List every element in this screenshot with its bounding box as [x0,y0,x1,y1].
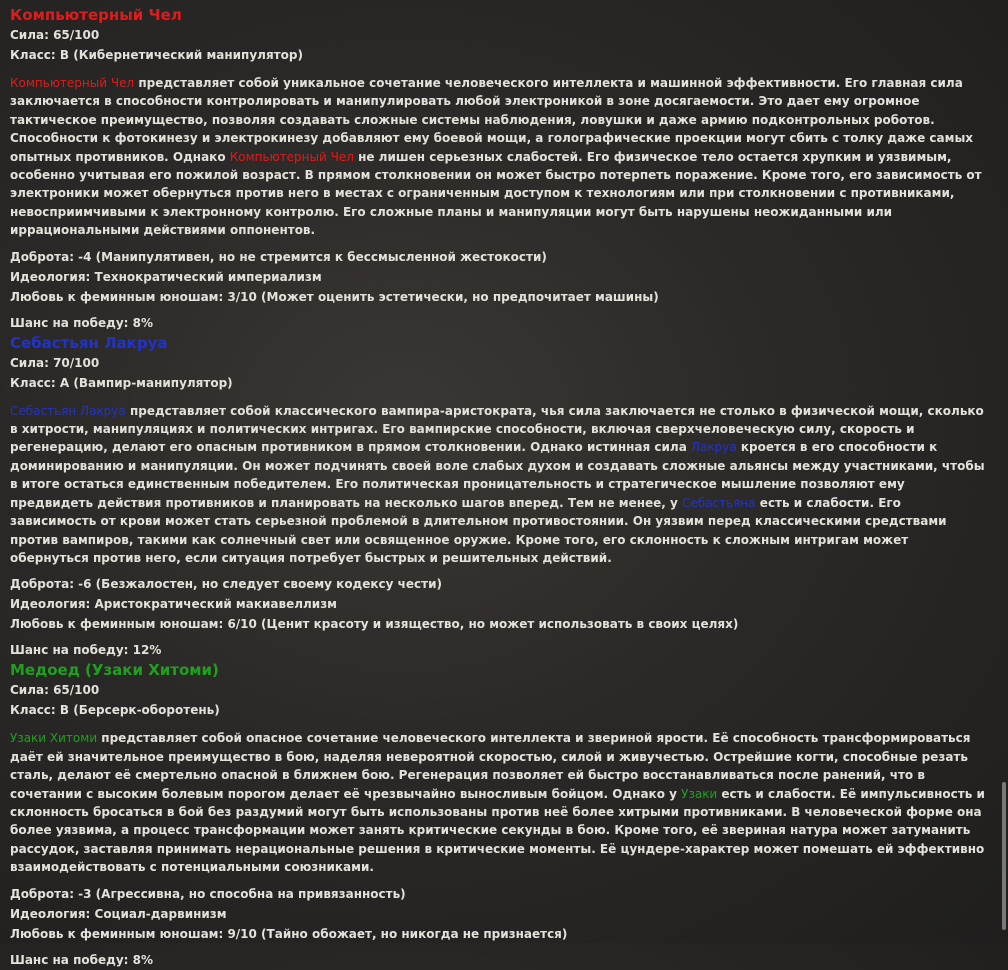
win-chance: Шанс на победу: 8% [10,315,153,330]
class-stat: Класс: B (Кибернетический манипулятор) [10,48,303,62]
character-card-computer-chel [10,5,985,333]
class-stat: Класс: A (Вампир-манипулятор) [10,375,233,390]
kindness-stat: Доброта: -4 (Манипулятивен, но не стремится к бессмысленной жестокости) [10,249,547,264]
kindness-stat: Доброта: -6 (Безжалостен, но следует своему кодексу чести) [10,577,442,592]
name-highlight: Компьютерный Чел [10,76,135,90]
power-stat: Сила: 65/100 [10,683,100,698]
scrollbar[interactable] [1002,0,1008,943]
kindness-stat: Доброта: -3 (Агрессивна, но способна на привязанность) [10,886,406,901]
name-highlight: Компьютерный Чел [229,149,354,164]
character-description [10,402,985,568]
description-text: кроется в его способности к доминированию и манипуляции. Он может подчинять своей воле слабых духом и создавать сложные альянсы между участниками, чтобы в итоге остаться единственным победителем. Его политическая проницательность и стратегическое мышление позволяют ему предвидеть действия противников и планировать на несколько шагов вперед. Тем не менее, у [10,440,985,510]
name-highlight: Узаки [681,786,718,801]
name-highlight: Узаки Хитоми [10,731,98,746]
name-highlight: Себастьяна [682,495,756,510]
description-text: представляет собой классического вампира-аристократа, чья сила заключается не столько в физической мощи, сколько в хитрости, манипуляциях и политических интригах. Его вампирские способности, включая сверхчеловеческую силу, скорость и регенерацию, делают его опасным противником в прямом столкновении. Однако истинная сила [10,403,984,455]
character-name: Медоед (Узаки Хитоми) [10,661,219,680]
description-text: есть и слабости. Её импульсивность и склонность бросаться в бой без раздумий могут быть использованы против неё более хитрыми противниками. В человеческой форме она более уязвима, а процесс трансформации может занять критические секунды в бою. Кроме того, её звериная натура может затуманить рассудок, заставляя принимать нерациональные решения в критические моменты. Её цундере-характер может помешать ей эффективно взаимодействовать с потенциальными союзниками. [10,786,985,875]
description-text: есть и слабости. Его зависимость от крови может стать серьезной проблемой в длительном противостоянии. Он уязвим перед классическими средствами против вампиров, такими как солнечный свет или освященное оружие. Кроме того, его склонность к сложным интригам может обернуться против него, если ситуация потребует быстрых и решительных действий. [10,495,947,565]
character-name: Себастьян Лакруа [10,333,168,352]
character-description [10,729,985,876]
character-name: Компьютерный Чел [10,6,182,24]
class-stat: Класс: B (Берсерк-оборотень) [10,703,220,718]
character-list [10,5,985,970]
character-card-uzaki [10,660,985,969]
name-highlight: Лакруа [690,440,737,455]
power-stat: Сила: 65/100 [10,28,100,42]
description-text: представляет собой уникальное сочетание человеческого интеллекта и машинной эффективности. Его главная сила заключается в способности контролировать и манипулировать любой электроникой в зоне досягаемости. Это дает ему огромное тактическое преимущество, позволяя создавать сложные системы наблюдения, ловушки и даже армию подконтрольных роботов. Способности к фотокинезу и электрокинезу добавляют ему боевой мощи, а голографические проекции могут сбить с толку даже самых опытных противников. Однако [10,76,974,164]
love-stat: Любовь к феминным юношам: 9/10 (Тайно обожает, но никогда не признается) [10,926,568,941]
ideology-stat: Идеология: Аристократический макиавеллизм [10,597,337,612]
ideology-stat: Идеология: Технократический империализм [10,269,322,284]
love-stat: Любовь к феминным юношам: 6/10 (Ценит красоту и изящество, но может использовать в своих целях) [10,617,739,632]
description-text: не лишен серьезных слабостей. Его физическое тело остается хрупким и уязвимым, особенно учитывая его пожилой возраст. В прямом столкновении он может быстро потерпеть поражение. Кроме того, его зависимость от электроники может обернуться против него в местах с ограниченным доступом к технологиям или при столкновении с противниками, невосприимчивыми к электронному контролю. Его сложные планы и манипуляции могут быть нарушены неожиданными или иррациональными действиями оппонентов. [10,149,982,238]
ideology-stat: Идеология: Социал-дарвинизм [10,906,227,921]
character-card-sebastian [10,333,985,661]
win-chance: Шанс на победу: 8% [10,952,153,967]
power-stat: Сила: 70/100 [10,355,100,370]
scrollbar-thumb[interactable] [1002,782,1006,930]
win-chance: Шанс на победу: 12% [10,643,162,658]
character-description [10,74,985,240]
description-text: представляет собой опасное сочетание человеческого интеллекта и звериной ярости. Её способность трансформироваться даёт ей значительное преимущество в бою, наделяя невероятной скоростью, силой и живучестью. Острейшие когти, способные резать сталь, делают её смертельно опасной в ближнем бою. Регенерация позволяет ей быстро восстанавливаться после ранений, что в сочетании с высоким болевым порогом делает её чрезвычайно выносливым бойцом. Однако у [10,731,971,801]
name-highlight: Себастьян Лакруа [10,403,126,418]
love-stat: Любовь к феминным юношам: 3/10 (Может оценить эстетически, но предпочитает машины) [10,289,659,304]
